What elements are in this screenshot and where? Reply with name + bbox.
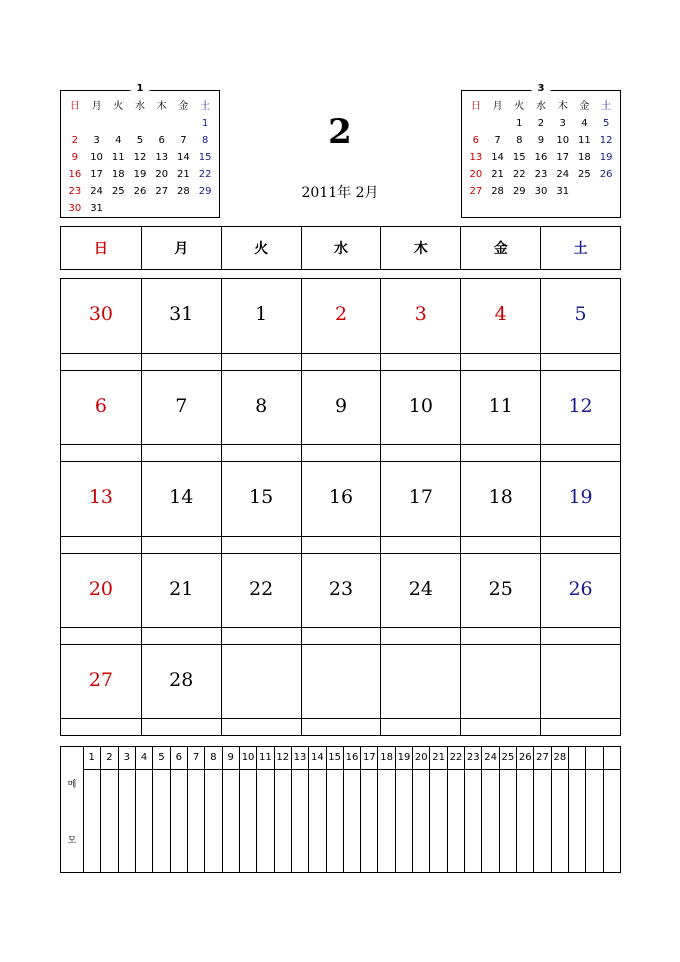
mini-calendar-january: [60, 83, 220, 218]
memo-column[interactable]: [429, 747, 446, 872]
day-number: [381, 645, 460, 715]
day-number: 2: [334, 303, 348, 325]
mini-day: 20: [155, 169, 169, 180]
mini-day: 16: [534, 152, 548, 163]
memo-day-number: 23: [466, 752, 480, 763]
memo-column[interactable]: [481, 747, 498, 872]
memo-day-number: 5: [158, 752, 165, 763]
day-cell[interactable]: [460, 644, 540, 735]
mini-weekday-label: 水: [134, 101, 145, 112]
memo-column[interactable]: [326, 747, 343, 872]
memo-column[interactable]: [395, 747, 412, 872]
mini-day: [194, 200, 216, 217]
mini-weekday-label: 金: [178, 101, 189, 112]
day-note-line: [142, 536, 221, 537]
memo-day-number: 18: [380, 752, 393, 763]
day-note-line: [381, 627, 460, 628]
day-number: 4: [494, 303, 507, 325]
weekday-header: [60, 226, 621, 270]
day-note-line: [302, 353, 381, 354]
memo-divider: [83, 769, 620, 770]
day-cell[interactable]: [460, 553, 540, 644]
day-number: 14: [169, 486, 194, 509]
memo-column[interactable]: [360, 747, 377, 872]
day-number: 3: [414, 303, 427, 325]
mini-day: 2: [537, 118, 545, 129]
day-note-line: [461, 718, 540, 719]
weekday-label: 水: [301, 227, 381, 269]
day-note-line: [142, 353, 221, 354]
day-cell[interactable]: [221, 644, 301, 735]
mini-weekday-label: 日: [69, 101, 80, 112]
mini-day: 24: [90, 186, 103, 197]
day-cell[interactable]: [141, 279, 221, 370]
day-number: 25: [488, 577, 513, 600]
mini-day: [151, 200, 173, 217]
mini-day: 11: [578, 135, 591, 146]
year-month-label: 2011年 2月: [301, 185, 379, 201]
mini-day: 8: [516, 135, 523, 146]
day-note-line: [541, 718, 620, 719]
memo-column[interactable]: [308, 747, 325, 872]
memo-column[interactable]: [222, 747, 239, 872]
weekday-label: 日: [93, 241, 108, 257]
mini-day: [173, 200, 195, 217]
mini-weekday-label: 金: [579, 101, 590, 112]
memo-day-number: 21: [432, 752, 445, 763]
day-cell[interactable]: [61, 279, 141, 370]
day-cell[interactable]: [380, 644, 460, 735]
day-number: 8: [255, 395, 268, 418]
day-number: 28: [169, 668, 194, 691]
mini-day: 6: [158, 135, 165, 146]
memo-day-number: 11: [259, 752, 272, 763]
weekday-label: 土: [540, 227, 620, 269]
mini-day: 9: [71, 152, 79, 163]
mini-day: 29: [512, 186, 526, 197]
day-note-line: [142, 444, 221, 445]
day-cell[interactable]: [141, 553, 221, 644]
day-number: 27: [88, 668, 114, 691]
memo-column[interactable]: [291, 747, 308, 872]
day-cell[interactable]: [380, 461, 460, 552]
mini-day: 1: [201, 118, 209, 129]
memo-columns: [83, 747, 620, 872]
memo-day-number: 24: [484, 752, 497, 763]
day-number: 20: [88, 577, 114, 600]
mini-day: 6: [472, 135, 480, 146]
day-number: 10: [408, 395, 433, 418]
day-cell[interactable]: [221, 553, 301, 644]
mini-day: 31: [556, 186, 570, 197]
weekday-label: 金: [460, 227, 540, 269]
memo-column[interactable]: [118, 747, 135, 872]
mini-day: [465, 115, 487, 132]
day-note-line: [541, 536, 620, 537]
memo-column[interactable]: [447, 747, 464, 872]
memo-day-number: 12: [276, 752, 290, 763]
day-cell[interactable]: [301, 461, 381, 552]
day-cell[interactable]: [61, 370, 141, 461]
memo-column[interactable]: [551, 747, 568, 872]
memo-day-number: 6: [175, 752, 182, 763]
day-note-line: [461, 627, 540, 628]
memo-table: [60, 746, 621, 873]
day-cell[interactable]: [460, 279, 540, 370]
mini-day: 23: [68, 186, 82, 197]
day-number: 5: [574, 303, 587, 325]
mini-day: [86, 115, 108, 132]
mini-weekday-label: 火: [113, 101, 124, 112]
mini-day: 23: [534, 169, 548, 180]
memo-column[interactable]: [377, 747, 394, 872]
day-note-line: [302, 536, 381, 537]
mini-day: 29: [198, 186, 212, 197]
memo-day-number: 3: [123, 752, 130, 763]
mini-calendar-grid: [465, 98, 617, 200]
day-note-line: [541, 353, 620, 354]
day-cell[interactable]: [460, 370, 540, 461]
memo-day-number: 13: [293, 752, 307, 763]
day-note-line: [61, 718, 141, 719]
mini-weekday-label: 日: [470, 101, 481, 112]
mini-calendar-march: [461, 83, 621, 218]
day-note-line: [61, 444, 141, 445]
memo-column[interactable]: [100, 747, 117, 872]
day-note-line: [142, 718, 221, 719]
mini-day: 17: [556, 152, 570, 163]
memo-column[interactable]: [135, 747, 152, 872]
mini-day: 12: [133, 152, 147, 163]
mini-calendar-title: 1: [131, 82, 150, 96]
memo-column[interactable]: [603, 747, 620, 872]
mini-day: 19: [599, 152, 613, 163]
day-number: 19: [568, 486, 593, 509]
memo-column[interactable]: [585, 747, 602, 872]
mini-weekday-label: 月: [91, 101, 102, 112]
memo-day-number: 8: [210, 752, 217, 763]
day-cell[interactable]: [301, 553, 381, 644]
mini-day: 22: [198, 169, 212, 180]
month-grid: [60, 278, 621, 736]
day-number: 1: [255, 303, 268, 325]
memo-column[interactable]: [533, 747, 550, 872]
memo-day-number: [586, 747, 602, 769]
mini-day: 20: [469, 169, 483, 180]
memo-column[interactable]: [568, 747, 585, 872]
mini-day: 10: [556, 135, 570, 146]
day-note-line: [461, 353, 540, 354]
mini-day: 5: [136, 135, 144, 146]
day-cell[interactable]: [301, 279, 381, 370]
mini-day: [107, 115, 129, 132]
memo-day-number: 1: [88, 752, 95, 763]
page-title: 2: [328, 112, 352, 152]
day-number: 17: [408, 486, 433, 509]
day-cell[interactable]: [301, 370, 381, 461]
day-note-line: [461, 444, 540, 445]
memo-column[interactable]: [499, 747, 516, 872]
mini-day: 14: [491, 152, 504, 163]
day-cell[interactable]: [301, 644, 381, 735]
memo-column[interactable]: [464, 747, 481, 872]
day-cell[interactable]: [540, 644, 620, 735]
mini-day: 15: [198, 152, 212, 163]
mini-weekday-label: 水: [535, 101, 546, 112]
day-note-line: [302, 718, 381, 719]
day-number: [302, 645, 381, 715]
mini-day: 26: [599, 169, 613, 180]
mini-day: [595, 183, 617, 200]
mini-day: [574, 183, 596, 200]
mini-weekday-label: 火: [514, 101, 525, 112]
mini-day: 25: [111, 186, 125, 197]
day-note-line: [61, 536, 141, 537]
day-number: 24: [408, 577, 433, 600]
day-number: 15: [249, 486, 274, 509]
day-note-line: [61, 353, 141, 354]
mini-day: [151, 115, 173, 132]
day-cell[interactable]: [460, 461, 540, 552]
day-cell[interactable]: [141, 644, 221, 735]
memo-day-number: 19: [397, 752, 411, 763]
mini-day: 13: [155, 152, 169, 163]
day-note-line: [222, 353, 301, 354]
day-note-line: [381, 536, 460, 537]
mini-day: [107, 200, 129, 217]
mini-day: 28: [177, 186, 190, 197]
day-cell[interactable]: [221, 461, 301, 552]
mini-day: 27: [469, 186, 483, 197]
day-number: 23: [328, 577, 354, 600]
mini-day: 13: [469, 152, 483, 163]
day-cell[interactable]: [380, 279, 460, 370]
memo-column[interactable]: [239, 747, 256, 872]
day-note-line: [222, 444, 301, 445]
weekday-label: 木: [380, 227, 460, 269]
day-note-line: [222, 627, 301, 628]
day-cell[interactable]: [540, 279, 620, 370]
day-cell[interactable]: [61, 553, 141, 644]
memo-column[interactable]: [170, 747, 187, 872]
mini-day: 24: [556, 169, 570, 180]
mini-day: 16: [68, 169, 82, 180]
mini-weekday-label: 木: [557, 101, 568, 112]
day-number: 6: [94, 395, 107, 418]
memo-day-number: 9: [227, 752, 234, 763]
day-number: 26: [568, 577, 593, 600]
mini-day: 8: [201, 135, 209, 146]
mini-day: [129, 115, 151, 132]
memo-label: [61, 747, 84, 872]
mini-day: [129, 200, 151, 217]
mini-calendar-grid: [64, 98, 216, 217]
mini-day: 31: [90, 203, 103, 214]
day-note-line: [142, 627, 221, 628]
day-note-line: [381, 444, 460, 445]
day-number: 22: [249, 577, 274, 600]
day-number: [541, 645, 620, 715]
day-number: 12: [568, 395, 593, 418]
memo-day-number: 27: [536, 752, 549, 763]
mini-day: 5: [602, 118, 610, 129]
mini-day: 17: [90, 169, 103, 180]
memo-column[interactable]: [187, 747, 204, 872]
day-note-line: [381, 718, 460, 719]
mini-day: 18: [111, 169, 125, 180]
memo-day-number: 26: [518, 752, 532, 763]
mini-day: [64, 115, 86, 132]
mini-day: 12: [599, 135, 613, 146]
mini-day: 7: [180, 135, 187, 146]
mini-day: 4: [115, 135, 122, 146]
memo-column[interactable]: [516, 747, 533, 872]
mini-weekday-label: 月: [492, 101, 503, 112]
day-cell[interactable]: [61, 644, 141, 735]
day-number: 11: [488, 395, 513, 418]
memo-day-number: [569, 747, 585, 769]
day-cell[interactable]: [540, 553, 620, 644]
mini-day: [173, 115, 195, 132]
day-cell[interactable]: [221, 279, 301, 370]
mini-weekday-label: 土: [601, 101, 612, 112]
mini-calendar-title: 3: [532, 82, 551, 96]
memo-column[interactable]: [274, 747, 291, 872]
day-cell[interactable]: [380, 553, 460, 644]
memo-column[interactable]: [343, 747, 360, 872]
memo-day-number: [604, 747, 620, 769]
day-number: [222, 645, 301, 715]
day-number: 16: [328, 486, 354, 509]
mini-weekday-label: 土: [200, 101, 211, 112]
memo-day-number: 17: [362, 752, 376, 763]
memo-column[interactable]: [412, 747, 429, 872]
memo-column[interactable]: [152, 747, 169, 872]
memo-column[interactable]: [204, 747, 221, 872]
mini-day: 7: [494, 135, 501, 146]
mini-day: 18: [578, 152, 591, 163]
mini-day: 30: [534, 186, 548, 197]
memo-label-top: 메: [67, 780, 77, 790]
memo-day-number: 2: [106, 752, 113, 763]
day-cell[interactable]: [540, 461, 620, 552]
day-note-line: [222, 718, 301, 719]
mini-day: 2: [71, 135, 79, 146]
day-number: 31: [169, 303, 194, 325]
day-number: 18: [488, 486, 513, 509]
memo-day-number: 7: [192, 752, 200, 763]
memo-day-number: 4: [140, 752, 148, 763]
day-number: 30: [88, 303, 114, 325]
day-number: 21: [169, 577, 194, 600]
memo-day-number: 16: [345, 752, 359, 763]
day-note-line: [61, 627, 141, 628]
mini-day: 15: [512, 152, 526, 163]
mini-day: 28: [491, 186, 504, 197]
day-cell[interactable]: [61, 461, 141, 552]
memo-day-number: 20: [414, 752, 428, 763]
day-number: 9: [334, 395, 348, 418]
memo-day-number: 14: [310, 752, 324, 763]
mini-day: 25: [578, 169, 591, 180]
day-note-line: [541, 444, 620, 445]
mini-day: 1: [516, 118, 523, 129]
day-cell[interactable]: [141, 370, 221, 461]
mini-day: 27: [155, 186, 169, 197]
weekday-label: 月: [141, 227, 221, 269]
mini-day: 14: [177, 152, 190, 163]
weekday-label: 火: [221, 227, 301, 269]
day-note-line: [302, 627, 381, 628]
mini-day: 22: [512, 169, 526, 180]
day-number: 13: [88, 486, 114, 509]
day-cell[interactable]: [221, 370, 301, 461]
day-note-line: [461, 536, 540, 537]
mini-day: 3: [559, 118, 566, 129]
memo-day-number: 22: [449, 752, 463, 763]
day-cell[interactable]: [540, 370, 620, 461]
day-note-line: [222, 536, 301, 537]
day-note-line: [302, 444, 381, 445]
mini-day: 19: [133, 169, 147, 180]
day-number: 7: [175, 395, 188, 418]
memo-day-number: 25: [501, 752, 515, 763]
day-cell[interactable]: [380, 370, 460, 461]
memo-column[interactable]: [83, 747, 100, 872]
mini-day: [487, 115, 509, 132]
memo-day-number: 15: [328, 752, 342, 763]
mini-day: 10: [90, 152, 103, 163]
mini-day: 11: [111, 152, 125, 163]
mini-day: 21: [177, 169, 190, 180]
mini-day: 9: [537, 135, 545, 146]
mini-weekday-label: 木: [156, 101, 167, 112]
day-note-line: [381, 353, 460, 354]
mini-day: 21: [491, 169, 504, 180]
mini-day: 26: [133, 186, 147, 197]
day-note-line: [541, 627, 620, 628]
day-number: [461, 645, 540, 715]
memo-label-bottom: 모: [67, 836, 77, 846]
day-cell[interactable]: [141, 461, 221, 552]
mini-day: 4: [581, 118, 588, 129]
memo-day-number: 28: [553, 752, 567, 763]
mini-day: 30: [68, 203, 82, 214]
mini-day: 3: [93, 135, 100, 146]
memo-day-number: 10: [241, 752, 255, 763]
memo-column[interactable]: [256, 747, 273, 872]
